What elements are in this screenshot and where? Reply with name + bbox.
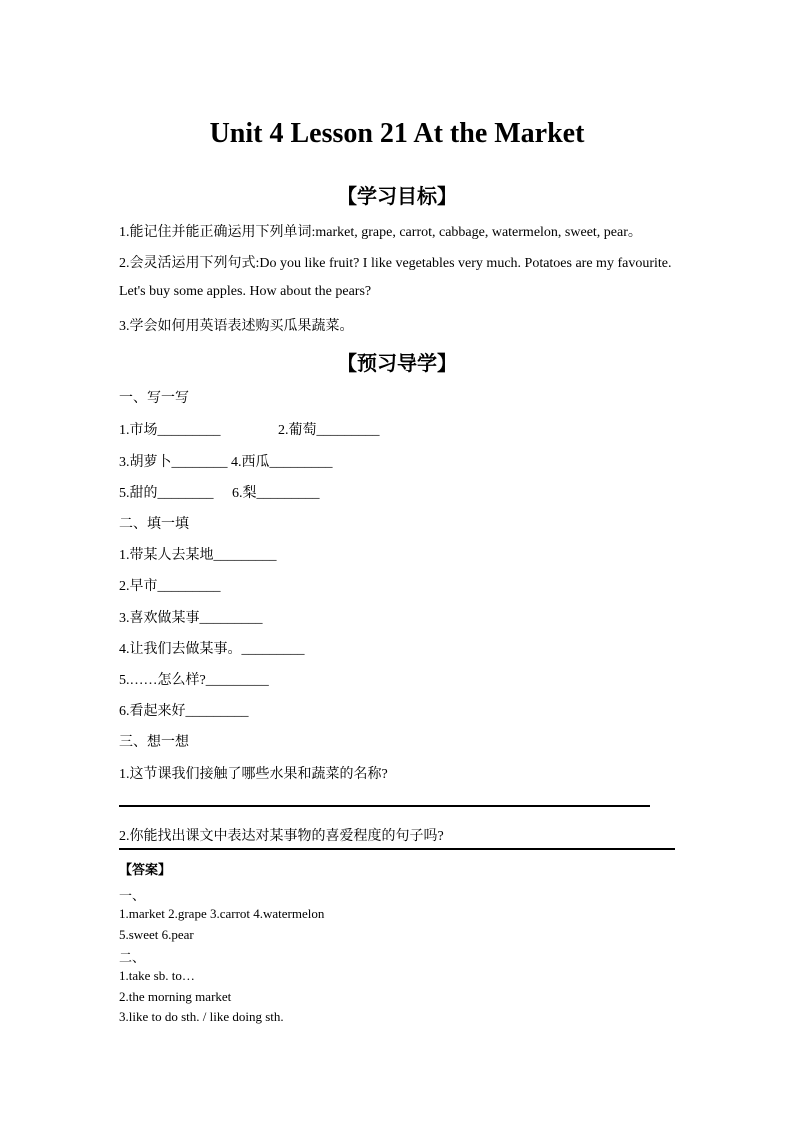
write-item-2: 2.葡萄_________ xyxy=(278,423,380,438)
fill-item-5: 5.……怎么样?_________ xyxy=(119,673,269,688)
objectives-heading: 【学习目标】 xyxy=(337,186,457,208)
objective-2-cont: Let's buy some apples. How about the pears? xyxy=(119,284,372,299)
answers-part1-label: 一、 xyxy=(119,888,146,903)
answer-line-2 xyxy=(119,848,675,850)
answer-item-2: 2.the morning market xyxy=(119,989,232,1004)
objective-1: 1.能记住并能正确运用下列单词:market, grape, carrot, cabbage, watermelon, sweet, pear。 xyxy=(119,225,642,240)
part3-title: 三、想一想 xyxy=(119,735,189,750)
write-item-1: 1.市场_________ xyxy=(119,423,221,438)
think-question-1: 1.这节课我们接触了哪些水果和蔬菜的名称? xyxy=(119,767,388,782)
write-item-3: 3.胡萝卜________ xyxy=(119,455,228,470)
fill-item-3: 3.喜欢做某事_________ xyxy=(119,611,263,626)
fill-item-1: 1.带某人去某地_________ xyxy=(119,548,277,563)
answers-part1-line2: 5.sweet 6.pear xyxy=(119,927,194,942)
answer-item-3: 3.like to do sth. / like doing sth. xyxy=(119,1009,284,1024)
preview-heading: 【预习导学】 xyxy=(337,353,457,375)
think-question-2: 2.你能找出课文中表达对某事物的喜爱程度的句子吗? xyxy=(119,829,444,844)
answers-heading: 【答案】 xyxy=(119,862,172,877)
fill-item-2: 2.早市_________ xyxy=(119,579,221,594)
answers-part1-line1: 1.market 2.grape 3.carrot 4.watermelon xyxy=(119,906,325,921)
objective-2: 2.会灵活运用下列句式:Do you like fruit? I like vegetables very much. Potatoes are my favourite. xyxy=(119,256,672,271)
answers-part2-label: 二、 xyxy=(119,950,146,965)
write-item-5: 5.甜的________ xyxy=(119,486,214,501)
part2-title: 二、填一填 xyxy=(119,517,189,532)
fill-item-4: 4.让我们去做某事。_________ xyxy=(119,642,305,657)
fill-item-6: 6.看起来好_________ xyxy=(119,704,249,719)
write-item-4: 4.西瓜_________ xyxy=(231,455,333,470)
page-title: Unit 4 Lesson 21 At the Market xyxy=(209,118,585,149)
write-item-6: 6.梨_________ xyxy=(232,486,320,501)
objective-3: 3.学会如何用英语表述购买瓜果蔬菜。 xyxy=(119,319,354,334)
part1-title: 一、写一写 xyxy=(119,391,189,406)
answer-line-1 xyxy=(119,805,650,807)
answer-item-1: 1.take sb. to… xyxy=(119,968,195,983)
